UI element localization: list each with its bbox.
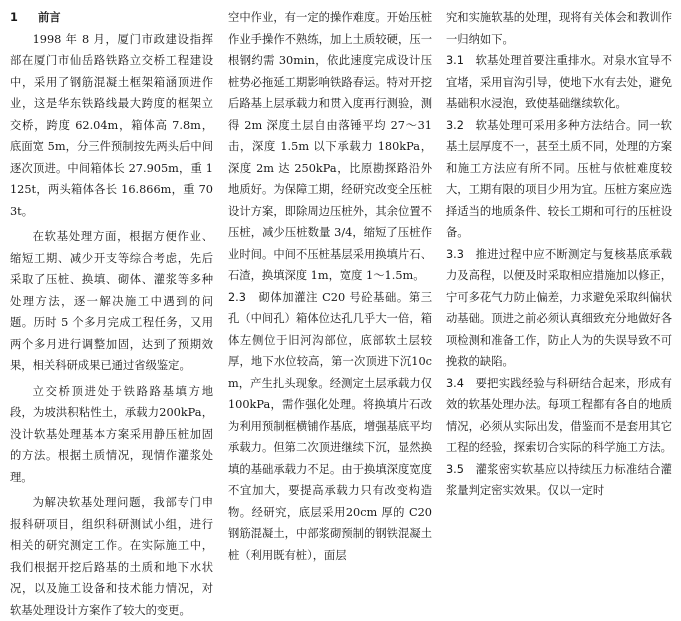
subsection-number: 3.3 <box>446 247 464 261</box>
subsection-text: 软基处理首要注重排水。对泉水宜导不宜堵，采用盲沟引导，使地下水有去处，避免基础积水浸泡，致使基础继续软化。 <box>446 54 672 110</box>
subsection-text: 软基处理可采用多种方法结合。同一软基土层厚度不一，甚至土质不同，处理的方案和施工方法应有所不同。压桩与依桩难度较大，工期有限的项目少用为宜。压桩方案应选择适当的地质条件、较长工期和可行的压桩设备。 <box>446 118 672 239</box>
paragraph: 在软基处理方面，根据方便作业、缩短工期、减少开支等综合考虑，先后采取了压桩、换填、砌体、灌浆等多种处理方法，逐一解决施工中遇到的问题。历时 5 个多月完成工程任务，又用两个多月进行调整加固，达到了预期效果，相关科研成果已通过省级鉴定。 <box>10 230 213 372</box>
subsection-number: 2.3 <box>228 290 246 304</box>
column-left <box>10 7 213 621</box>
subsection-3-2 <box>446 115 672 244</box>
paragraph: 1998 年 8 月，厦门市政建设指挥部在厦门市仙岳路铁路立交桥工程建设中，采用了钢筋混凝土框架箱涵顶进作业，这是华东铁路线最大跨度的框架立交桥，跨度 62.04m，箱体高 7.8m，底面宽 5m，分三件预制按先两头后中间逐次顶进。中间箱体长 27.905m，重 1 125t，两头箱体各长 16.866m，重 703t。 <box>10 32 213 218</box>
heading-title: 前言 <box>38 11 61 24</box>
paragraph: 究和实施软基的处理，现将有关体会和教训作一归纳如下。 <box>446 11 672 46</box>
section-heading-introduction <box>10 7 213 29</box>
paragraph: 立交桥顶进处于铁路路基填方地段，为坡洪积粘性土，承载力200kPa，没计软基处理基本方案采用静压桩加固的方法。根据土质情况，现情作灌浆处理。 <box>10 384 213 484</box>
subsection-title: 砌体加灌注 C20 号砼基础。 <box>258 290 409 304</box>
subsection-text: 第三孔（中间孔）箱体位达孔几乎大一倍，箱体左侧位于旧河沟部位，底部软土层较厚，地下水位较高，第一次顶进下沉10cm，产生扎头现象。经测定土层承载力仅 100kPa，需作强化处理。将换填片石改为利用预制框横铺作基底，增强基底平均承载力。但第二次顶进继续下沉，显然换填的基础承载力不足。由于换填深度宽度不宜加大，要提高承载力只有改变构造物。经研究，底层采用20cm 厚的 C20 钢筋混凝土，中部浆砌预制的钢铁混凝土桩（利用既有桩），面层 <box>228 290 432 562</box>
subsection-number: 3.1 <box>446 54 464 67</box>
column-middle <box>228 7 432 566</box>
subsection-3-3 <box>446 244 672 373</box>
subsection-2-3 <box>228 287 432 567</box>
subsection-text: 要把实践经验与科研结合起来，形成有效的软基处理办法。每项工程都有各自的地质情况，必须从实际出发，借鉴而不是套用其它工程的经验，探索切合实际的科学施工方法。 <box>446 376 672 454</box>
heading-number: 1 <box>10 11 18 24</box>
subsection-number: 3.5 <box>446 462 464 476</box>
subsection-number: 3.4 <box>446 376 464 390</box>
paragraph: 空中作业，有一定的操作难度。开始压桩作业手操作不熟练，加上土质较硬，压一根钢约需 30min，依此速度完成设计压桩势必拖延工期影响铁路春运。特对开挖后路基上层承载力和贯入度再行测验，测得 2m 深度土层自由落锤平均 27～31 击，深度 1.5m 以下承载力 180kPa，深度 2m 达 250kPa，比原勘探路沿外地质好。为保障工期，经研究改变全压桩设计方案，即除周边压桩外，其余位置不压桩，减少压桩数量 3/4，缩短了压桩作业时间。中间不压桩基层采用换填片石、石渣，换填深度 1m，宽度 1～1.5m。 <box>228 11 432 282</box>
paragraph: 为解决软基处理问题，我部专门申报科研项目，组织科研测试小组，进行相关的研究测定工作。在实际施工中，我们根据开挖后路基的土质和地下水状况，以及施工设备和技术能力情况，对软基处理设计方案作了较大的变更。 <box>10 496 213 617</box>
subsection-text: 推进过程中应不断测定与复核基底承载力及高程，以便及时采取相应措施加以修正，宁可多花气力防止偏差，力求避免采取纠偏状动基础。顶进之前必须认真细致充分地做好各项检测和准备工作，防止人为的失误导致不可挽救的缺陷。 <box>446 247 672 368</box>
subsection-number: 3.2 <box>446 118 464 132</box>
subsection-text: 灌浆密实软基应以持续压力标准结合灌浆量判定密实效果。仅以一定时 <box>446 462 672 497</box>
subsection-3-1 <box>446 50 672 115</box>
subsection-3-4 <box>446 373 672 459</box>
subsection-3-5 <box>446 459 672 502</box>
column-right <box>446 7 672 502</box>
